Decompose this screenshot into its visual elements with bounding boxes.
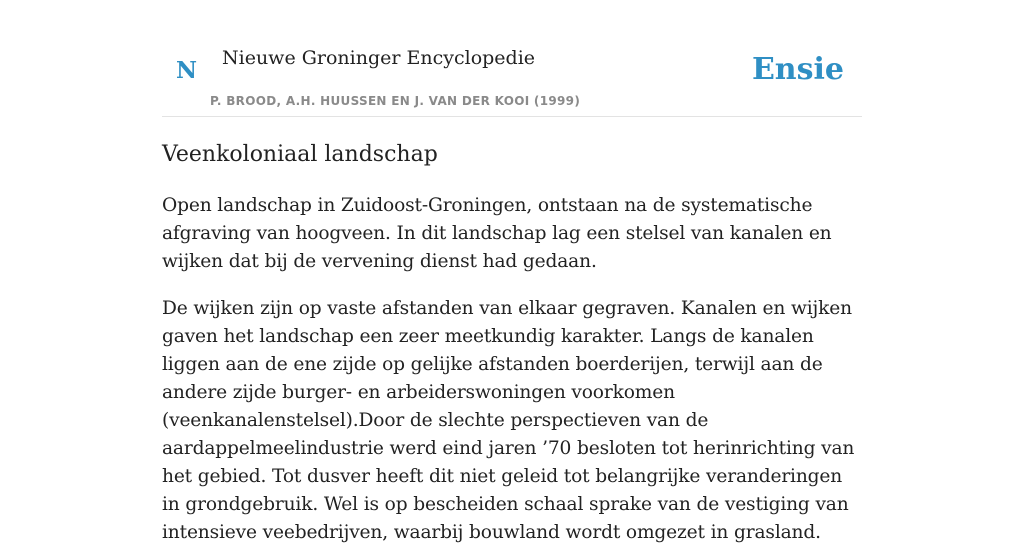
encyclopedia-logo[interactable]: N <box>176 57 198 84</box>
article-title: Veenkoloniaal landschap <box>162 142 438 167</box>
book-authors: P. BROOD, A.H. HUUSSEN EN J. VAN DER KOOI (1999) <box>210 94 581 108</box>
page-header <box>162 0 862 117</box>
book-title[interactable]: Nieuwe Groninger Encyclopedie <box>222 47 536 69</box>
ensie-brand-logo[interactable]: Ensie <box>751 52 844 87</box>
article-body <box>162 136 862 547</box>
article-paragraph-1: Open landschap in Zuidoost-Groningen, ontstaan na de systematische afgraving van hoogveen. In dit landschap lag een stelsel van kanalen en wijken dat bij de vervening dienst had gedaan. <box>162 195 832 272</box>
article-paragraph-2: De wijken zijn op vaste afstanden van elkaar gegraven. Kanalen en wijken gaven het landschap een zeer meetkundig karakter. Langs de kanalen liggen aan de ene zijde op gelijke afstanden boerderijen, terwijl aan de andere zijde burger- en arbeiderswoningen voorkomen (veenkanalenstelsel).Door de slechte perspectieven van de aardappelmeelindustrie werd eind jaren ’70 besloten tot herinrichting van het gebied. Tot dusver heeft dit niet geleid tot belangrijke veranderingen in grondgebruik. Wel is op bescheiden schaal sprake van de vestiging van intensieve veebedrijven, waarbij bouwland wordt omgezet in grasland. <box>162 298 855 543</box>
